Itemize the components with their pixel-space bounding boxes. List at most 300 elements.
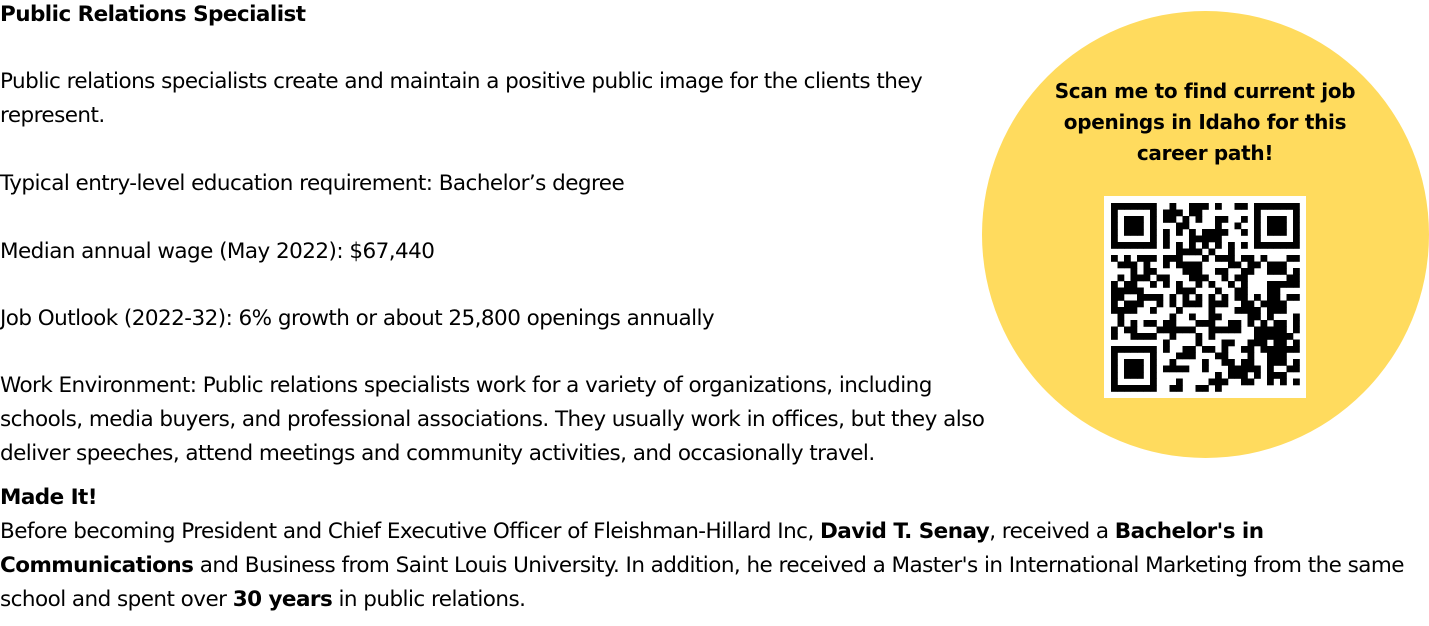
- qr-module: [1293, 255, 1300, 262]
- qr-module: [1293, 366, 1300, 373]
- qr-module: [1170, 314, 1177, 321]
- qr-module: [1124, 327, 1131, 334]
- qr-module: [1189, 353, 1196, 360]
- qr-module: [1189, 210, 1196, 217]
- qr-module: [1241, 268, 1248, 275]
- qr-module: [1280, 359, 1287, 366]
- qr-module: [1131, 216, 1138, 223]
- qr-module: [1189, 203, 1196, 210]
- qr-module: [1235, 320, 1242, 327]
- qr-module: [1170, 385, 1177, 392]
- qr-module: [1209, 327, 1216, 334]
- qr-module: [1118, 275, 1125, 282]
- qr-module: [1209, 236, 1216, 243]
- qr-module: [1111, 327, 1118, 334]
- qr-module: [1118, 262, 1125, 269]
- qr-module: [1215, 236, 1222, 243]
- qr-module: [1150, 294, 1157, 301]
- qr-module: [1274, 307, 1281, 314]
- qr-module: [1150, 268, 1157, 275]
- qr-module: [1150, 379, 1157, 386]
- qr-module: [1241, 372, 1248, 379]
- qr-module: [1150, 281, 1157, 288]
- qr-module: [1254, 229, 1261, 236]
- qr-module: [1267, 333, 1274, 340]
- qr-module: [1111, 379, 1118, 386]
- qr-module: [1202, 242, 1209, 249]
- qr-module: [1144, 346, 1151, 353]
- qr-module: [1248, 340, 1255, 347]
- qr-module: [1118, 320, 1125, 327]
- qr-module: [1248, 353, 1255, 360]
- qr-module: [1163, 327, 1170, 334]
- qr-module: [1254, 262, 1261, 269]
- qr-module: [1196, 281, 1203, 288]
- qr-module: [1163, 340, 1170, 347]
- qr-module: [1150, 366, 1157, 373]
- qr-module: [1293, 359, 1300, 366]
- qr-module: [1280, 346, 1287, 353]
- qr-module: [1202, 275, 1209, 282]
- qr-module: [1124, 229, 1131, 236]
- qr-module: [1274, 262, 1281, 269]
- qr-module: [1144, 203, 1151, 210]
- qr-module: [1183, 353, 1190, 360]
- qr-module: [1196, 262, 1203, 269]
- qr-module: [1267, 314, 1274, 321]
- qr-module: [1280, 216, 1287, 223]
- qr-module: [1261, 320, 1268, 327]
- qr-module: [1196, 249, 1203, 256]
- qr-module: [1254, 340, 1261, 347]
- qr-module: [1137, 301, 1144, 308]
- qr-module: [1124, 242, 1131, 249]
- qr-module: [1137, 229, 1144, 236]
- qr-module: [1274, 294, 1281, 301]
- qr-module: [1274, 346, 1281, 353]
- qr-module: [1267, 307, 1274, 314]
- qr-module: [1176, 353, 1183, 360]
- qr-module: [1267, 268, 1274, 275]
- qr-module: [1131, 262, 1138, 269]
- qr-module: [1137, 294, 1144, 301]
- qr-module: [1274, 216, 1281, 223]
- qr-module: [1287, 242, 1294, 249]
- qr-module: [1131, 359, 1138, 366]
- qr-module: [1267, 372, 1274, 379]
- qr-module: [1241, 275, 1248, 282]
- qr-module: [1137, 346, 1144, 353]
- qr-module: [1183, 346, 1190, 353]
- qr-module: [1215, 223, 1222, 230]
- qr-module: [1144, 262, 1151, 269]
- qr-module: [1196, 216, 1203, 223]
- qr-module: [1215, 255, 1222, 262]
- qr-module: [1241, 281, 1248, 288]
- qr-module: [1241, 346, 1248, 353]
- qr-module: [1293, 281, 1300, 288]
- qr-module: [1137, 385, 1144, 392]
- qr-module: [1228, 320, 1235, 327]
- qr-module: [1248, 314, 1255, 321]
- qr-module: [1196, 385, 1203, 392]
- qr-module: [1111, 385, 1118, 392]
- qr-module: [1163, 210, 1170, 217]
- work-environment: Work Environment: Public relations specialists work for a variety of organizations, including schools, media buyers, and professional associations. They usually work in offices, but they also deliver speeches, attend meetings and community activities, and occasionally travel.: [0, 373, 985, 466]
- qr-module: [1254, 236, 1261, 243]
- qr-module: [1131, 385, 1138, 392]
- qr-module: [1150, 359, 1157, 366]
- qr-module: [1157, 275, 1164, 282]
- qr-module: [1196, 268, 1203, 275]
- qr-module: [1235, 307, 1242, 314]
- qr-module: [1287, 366, 1294, 373]
- qr-module: [1189, 314, 1196, 321]
- qr-module: [1131, 320, 1138, 327]
- qr-module: [1157, 301, 1164, 308]
- qr-module: [1267, 301, 1274, 308]
- qr-module: [1241, 242, 1248, 249]
- qr-module: [1222, 346, 1229, 353]
- qr-module: [1131, 307, 1138, 314]
- qr-module: [1202, 203, 1209, 210]
- qr-module: [1131, 327, 1138, 334]
- qr-module: [1235, 262, 1242, 269]
- qr-module: [1176, 379, 1183, 386]
- qr-module: [1241, 288, 1248, 295]
- qr-module: [1267, 281, 1274, 288]
- qr-module: [1124, 366, 1131, 373]
- qr-module: [1215, 203, 1222, 210]
- qr-module: [1261, 340, 1268, 347]
- qr-module: [1111, 288, 1118, 295]
- qr-module: [1124, 372, 1131, 379]
- qr-module: [1287, 255, 1294, 262]
- qr-module: [1131, 288, 1138, 295]
- qr-module: [1189, 288, 1196, 295]
- qr-module: [1144, 275, 1151, 282]
- qr-module: [1274, 268, 1281, 275]
- qr-module: [1241, 379, 1248, 386]
- qr-module: [1124, 301, 1131, 308]
- qr-module: [1170, 359, 1177, 366]
- qr-module: [1150, 346, 1157, 353]
- qr-module: [1222, 216, 1229, 223]
- qr-module: [1209, 281, 1216, 288]
- qr-module: [1150, 210, 1157, 217]
- job-outlook: Job Outlook (2022-32): 6% growth or about 25,800 openings annually: [0, 306, 715, 331]
- qr-module: [1280, 229, 1287, 236]
- story-text: in public relations.: [332, 587, 526, 612]
- qr-module: [1170, 333, 1177, 340]
- qr-module: [1150, 307, 1157, 314]
- qr-module: [1202, 255, 1209, 262]
- qr-module: [1170, 327, 1177, 334]
- qr-module: [1248, 307, 1255, 314]
- qr-module: [1131, 275, 1138, 282]
- qr-module: [1137, 255, 1144, 262]
- qr-module: [1176, 242, 1183, 249]
- qr-module: [1254, 366, 1261, 373]
- qr-module: [1176, 249, 1183, 256]
- qr-module: [1176, 229, 1183, 236]
- qr-module: [1176, 327, 1183, 334]
- qr-module: [1183, 223, 1190, 230]
- qr-module: [1293, 275, 1300, 282]
- qr-module: [1163, 255, 1170, 262]
- qr-module: [1248, 301, 1255, 308]
- qr-module: [1124, 203, 1131, 210]
- qr-module: [1137, 203, 1144, 210]
- qr-module: [1254, 307, 1261, 314]
- qr-module: [1222, 268, 1229, 275]
- qr-module: [1189, 262, 1196, 269]
- qr-module: [1248, 262, 1255, 269]
- qr-module: [1280, 281, 1287, 288]
- qr-module: [1137, 366, 1144, 373]
- qr-module: [1274, 301, 1281, 308]
- qr-module: [1261, 333, 1268, 340]
- qr-module: [1176, 210, 1183, 217]
- qr-module: [1228, 255, 1235, 262]
- career-description: Public relations specialists create and maintain a positive public image for the clients they represent.: [0, 69, 923, 128]
- qr-module: [1274, 223, 1281, 230]
- qr-module: [1196, 333, 1203, 340]
- qr-module: [1241, 294, 1248, 301]
- qr-module: [1222, 340, 1229, 347]
- qr-module: [1163, 242, 1170, 249]
- qr-module: [1118, 288, 1125, 295]
- qr-module: [1189, 346, 1196, 353]
- qr-module: [1124, 288, 1131, 295]
- qr-module: [1274, 242, 1281, 249]
- qr-module: [1209, 320, 1216, 327]
- qr-module: [1293, 346, 1300, 353]
- qr-module: [1183, 249, 1190, 256]
- qr-module: [1202, 359, 1209, 366]
- qr-module: [1209, 301, 1216, 308]
- qr-module: [1183, 301, 1190, 308]
- qr-module: [1222, 301, 1229, 308]
- qr-module: [1196, 236, 1203, 243]
- qr-module: [1280, 268, 1287, 275]
- qr-module: [1287, 275, 1294, 282]
- qr-module: [1274, 359, 1281, 366]
- qr-module: [1196, 294, 1203, 301]
- qr-module: [1209, 294, 1216, 301]
- qr-module: [1150, 242, 1157, 249]
- qr-module: [1131, 333, 1138, 340]
- qr-module: [1274, 372, 1281, 379]
- qr-module: [1287, 346, 1294, 353]
- qr-module: [1248, 320, 1255, 327]
- qr-module: [1150, 372, 1157, 379]
- qr-module: [1228, 372, 1235, 379]
- qr-module: [1118, 346, 1125, 353]
- qr-module: [1274, 281, 1281, 288]
- qr-module: [1293, 242, 1300, 249]
- qr-module: [1228, 340, 1235, 347]
- qr-module: [1111, 366, 1118, 373]
- qr-module: [1280, 320, 1287, 327]
- qr-module: [1261, 203, 1268, 210]
- qr-module: [1209, 229, 1216, 236]
- qr-module: [1293, 203, 1300, 210]
- qr-module: [1196, 210, 1203, 217]
- qr-module: [1157, 294, 1164, 301]
- qr-module: [1176, 281, 1183, 288]
- qr-module: [1150, 385, 1157, 392]
- qr-module: [1111, 229, 1118, 236]
- qr-module: [1131, 203, 1138, 210]
- qr-module: [1274, 229, 1281, 236]
- qr-module: [1274, 353, 1281, 360]
- qr-module: [1215, 268, 1222, 275]
- qr-module: [1228, 327, 1235, 334]
- qr-module: [1215, 372, 1222, 379]
- qr-module: [1111, 353, 1118, 360]
- qr-module: [1274, 288, 1281, 295]
- qr-module: [1222, 353, 1229, 360]
- qr-module: [1111, 242, 1118, 249]
- qr-module: [1111, 210, 1118, 217]
- qr-module: [1215, 385, 1222, 392]
- qr-module: [1267, 294, 1274, 301]
- qr-module: [1274, 203, 1281, 210]
- qr-module: [1170, 216, 1177, 223]
- qr-module: [1170, 320, 1177, 327]
- qr-module: [1111, 294, 1118, 301]
- qr-module: [1183, 288, 1190, 295]
- qr-module: [1124, 346, 1131, 353]
- qr-code-graphic: [1104, 196, 1306, 398]
- qr-module: [1215, 301, 1222, 308]
- qr-module: [1293, 223, 1300, 230]
- qr-module: [1124, 359, 1131, 366]
- qr-module: [1274, 340, 1281, 347]
- qr-module: [1254, 223, 1261, 230]
- qr-module: [1267, 379, 1274, 386]
- qr-module: [1137, 333, 1144, 340]
- qr-module: [1293, 229, 1300, 236]
- qr-module: [1150, 236, 1157, 243]
- qr-module: [1215, 242, 1222, 249]
- qr-module: [1111, 236, 1118, 243]
- qr-module: [1280, 340, 1287, 347]
- qr-module: [1176, 366, 1183, 373]
- qr-module: [1274, 327, 1281, 334]
- qr-module: [1144, 320, 1151, 327]
- qr-module: [1274, 320, 1281, 327]
- qr-module: [1124, 262, 1131, 269]
- qr-module: [1241, 203, 1248, 210]
- qr-module: [1287, 281, 1294, 288]
- qr-module: [1254, 210, 1261, 217]
- qr-module: [1267, 359, 1274, 366]
- qr-module: [1248, 379, 1255, 386]
- qr-module: [1137, 275, 1144, 282]
- qr-module: [1131, 372, 1138, 379]
- qr-module: [1215, 314, 1222, 321]
- story-text: , received a: [989, 519, 1115, 544]
- qr-module: [1170, 210, 1177, 217]
- qr-module: [1176, 255, 1183, 262]
- qr-module: [1248, 346, 1255, 353]
- qr-module: [1222, 255, 1229, 262]
- qr-module: [1241, 307, 1248, 314]
- qr-module: [1131, 242, 1138, 249]
- qr-module: [1150, 255, 1157, 262]
- qr-module: [1131, 346, 1138, 353]
- qr-module: [1280, 262, 1287, 269]
- qr-module: [1144, 242, 1151, 249]
- qr-module: [1118, 203, 1125, 210]
- qr-module: [1267, 262, 1274, 269]
- qr-module: [1111, 301, 1118, 308]
- person-name: David T. Senay: [820, 519, 990, 544]
- qr-module: [1131, 301, 1138, 308]
- qr-module: [1267, 288, 1274, 295]
- qr-module: [1287, 294, 1294, 301]
- qr-module: [1228, 359, 1235, 366]
- qr-module: [1202, 385, 1209, 392]
- qr-module: [1293, 236, 1300, 243]
- qr-module: [1183, 366, 1190, 373]
- qr-module: [1261, 346, 1268, 353]
- degree-name: Bachelor's in Communications: [0, 519, 1264, 578]
- qr-module: [1124, 385, 1131, 392]
- qr-module: [1248, 359, 1255, 366]
- years-count: 30 years: [232, 587, 333, 612]
- qr-module: [1196, 275, 1203, 282]
- qr-module: [1111, 333, 1118, 340]
- qr-module: [1254, 242, 1261, 249]
- qr-module: [1202, 229, 1209, 236]
- qr-code-icon[interactable]: [1104, 196, 1306, 398]
- qr-module: [1280, 242, 1287, 249]
- qr-module: [1235, 327, 1242, 334]
- qr-module: [1293, 379, 1300, 386]
- qr-module: [1163, 346, 1170, 353]
- qr-module: [1254, 203, 1261, 210]
- qr-module: [1261, 242, 1268, 249]
- qr-module: [1209, 333, 1216, 340]
- qr-module: [1267, 353, 1274, 360]
- qr-module: [1170, 366, 1177, 373]
- qr-module: [1248, 268, 1255, 275]
- qr-module: [1293, 320, 1300, 327]
- qr-module: [1176, 262, 1183, 269]
- qr-module: [1111, 216, 1118, 223]
- qr-module: [1280, 333, 1287, 340]
- qr-module: [1183, 327, 1190, 334]
- qr-module: [1254, 327, 1261, 334]
- qr-module: [1228, 242, 1235, 249]
- qr-module: [1222, 294, 1229, 301]
- qr-module: [1189, 242, 1196, 249]
- qr-module: [1118, 314, 1125, 321]
- qr-module: [1202, 320, 1209, 327]
- qr-module: [1235, 288, 1242, 295]
- qr-module: [1150, 353, 1157, 360]
- qr-module: [1111, 307, 1118, 314]
- qr-module: [1287, 333, 1294, 340]
- qr-module: [1111, 203, 1118, 210]
- qr-module: [1183, 216, 1190, 223]
- qr-module: [1150, 223, 1157, 230]
- qr-module: [1209, 307, 1216, 314]
- qr-module: [1163, 229, 1170, 236]
